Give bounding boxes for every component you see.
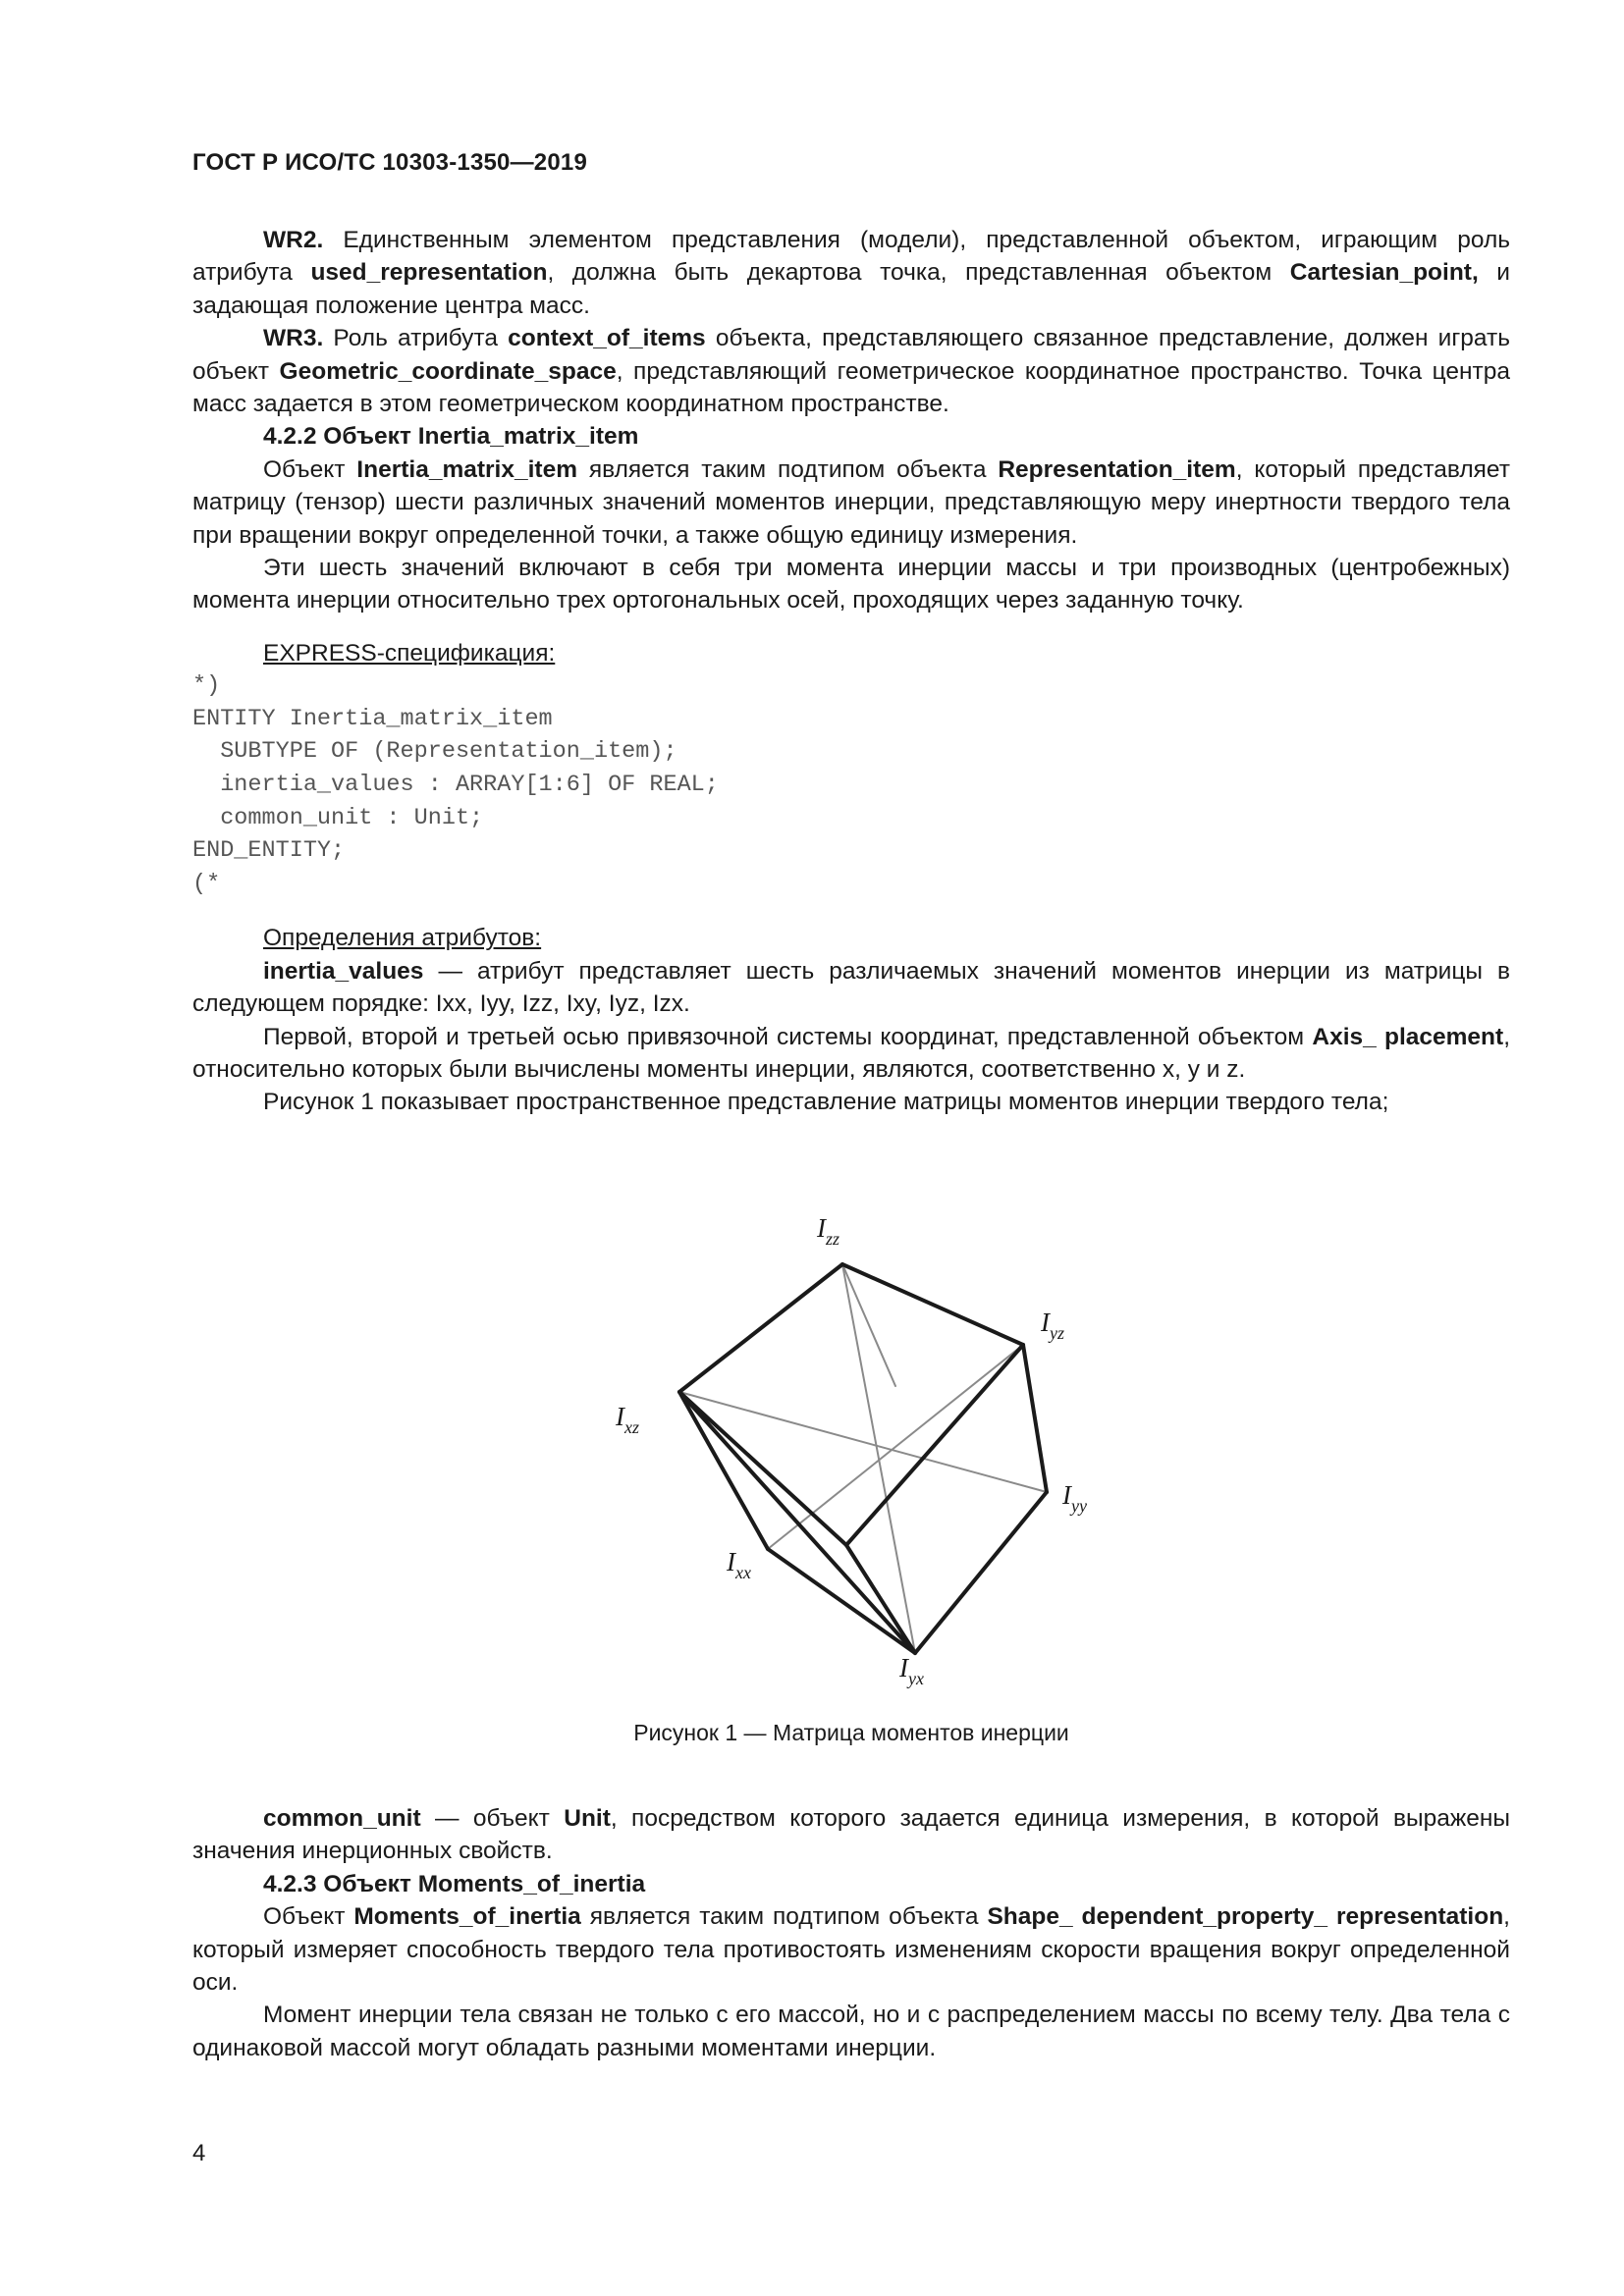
paragraph-axes (192, 1021, 1510, 1087)
paragraph-inertia-values (192, 955, 1510, 1021)
wr2-label: WR2. (263, 227, 324, 253)
express-spec-label-text: EXPRESS-спецификация: (263, 639, 556, 667)
spacer (192, 900, 1510, 922)
label-iyz-main: I (1041, 1308, 1050, 1337)
paragraph-wr2 (192, 224, 1510, 322)
code-line: (* (192, 870, 221, 897)
unit-text-2: , посредством которого задается единица измерения, в которой выражены значения инерционных свойств. (192, 1805, 1510, 1865)
edge-line (842, 1264, 1023, 1345)
label-izz-sub: zz (826, 1229, 840, 1249)
label-ixz (615, 1402, 639, 1437)
wr3-text-3: , представляющий геометрическое координатное пространство. Точка центра масс задается в этом геометрическом координатном пространстве. (192, 357, 1510, 418)
edge-line (679, 1392, 768, 1549)
axis-line (768, 1345, 1023, 1549)
axes-text-1: Первой, второй и третьей осью привязочной системы координат, представленной объектом (263, 1023, 1313, 1050)
document-header: ГОСТ Р ИСО/ТС 10303-1350—2019 (192, 149, 587, 176)
term-common-unit: common_unit (263, 1805, 421, 1832)
label-iyy-sub: yy (1071, 1496, 1087, 1516)
wr3-text-1: Роль атрибута (323, 325, 509, 352)
term-axis-placement: Axis_ placement (1312, 1023, 1504, 1050)
edge-line (679, 1264, 842, 1392)
moments-text-2: является таким подтипом объекта (580, 1903, 988, 1931)
inertia-text-1: Объект (263, 455, 357, 483)
upper-body-text (192, 224, 1510, 1119)
wr2-text-2: , должна быть декартова точка, представленная объектом (547, 259, 1290, 287)
express-spec-label (192, 637, 1510, 669)
code-line: *) (192, 672, 221, 700)
paragraph-moments-of-inertia (192, 1900, 1510, 1999)
label-ixx-main: I (727, 1547, 735, 1576)
label-izz (816, 1213, 839, 1249)
spacer (192, 617, 1510, 637)
wr3-term-context-of-items: context_of_items (508, 325, 706, 352)
term-shape-dependent-property-representation: Shape_ dependent_property_ representation (987, 1903, 1504, 1931)
code-line: common_unit : Unit; (192, 804, 484, 831)
wr3-label: WR3. (263, 325, 324, 352)
edge-line (1023, 1345, 1047, 1492)
paragraph-inertia-matrix-item (192, 454, 1510, 552)
term-moments-of-inertia: Moments_of_inertia (353, 1903, 581, 1931)
label-iyx-main: I (899, 1653, 908, 1682)
attribute-definitions-label (192, 922, 1510, 954)
paragraph-mass-distribution: Момент инерции тела связан не только с его массой, но и с распределением массы по всему телу. Два тела с одинаковой массой могут обладать разными моментами инерции. (192, 2002, 1510, 2061)
figure-caption: Рисунок 1 — Матрица моментов инерции (633, 1720, 1069, 1745)
label-iyy-main: I (1062, 1480, 1071, 1510)
edge-line (679, 1392, 915, 1653)
code-line: SUBTYPE OF (Representation_item); (192, 738, 677, 766)
inertia-text-2: является таким подтипом объекта (576, 455, 999, 483)
inertia-values-text: — атрибут представляет шесть различаемых значений моментов инерции из матрицы в следующем порядке: Ixx, Iyy, Izz, Ixy, Iyz, Izx. (192, 957, 1510, 1018)
section-heading-4-2-3: 4.2.3 Объект Moments_of_inertia (263, 1870, 646, 1897)
label-iyz (1040, 1308, 1064, 1343)
wr2-term-used-representation: used_representation (310, 259, 548, 287)
inertia-term-inertia-matrix-item: Inertia_matrix_item (356, 455, 577, 483)
paragraph-wr3 (192, 322, 1510, 420)
page-number: 4 (192, 2140, 206, 2166)
code-line: ENTITY Inertia_matrix_item (192, 705, 553, 732)
label-ixz-main: I (616, 1402, 624, 1431)
axes-text-2: , относительно которых были вычислены моменты инерции, являются, соответственно x, y и z. (192, 1023, 1510, 1084)
label-iyz-sub: yz (1050, 1323, 1064, 1343)
wr2-text-3: и задающая положение центра масс. (192, 259, 1510, 319)
wr2-term-cartesian-point: Cartesian_point, (1289, 259, 1479, 287)
label-iyx (898, 1653, 924, 1688)
term-inertia-values: inertia_values (263, 957, 424, 985)
label-iyx-sub: yx (908, 1669, 924, 1688)
moments-text-3: , который измеряет способность твердого тела противостоять изменениям скорости вращения вокруг определенной оси. (192, 1903, 1510, 1997)
label-iyy (1061, 1480, 1087, 1516)
paragraph-common-unit (192, 1802, 1510, 1868)
inertia-term-representation-item: Representation_item (998, 455, 1236, 483)
label-ixx (726, 1547, 751, 1582)
figure-edge-lines (679, 1264, 1047, 1653)
unit-text-1: — объект (420, 1805, 565, 1832)
paragraph-figure-reference: Рисунок 1 показывает пространственное представление матрицы моментов инерции твердого тела; (263, 1089, 1389, 1116)
code-line: inertia_values : ARRAY[1:6] OF REAL; (192, 772, 719, 799)
label-ixx-sub: xx (735, 1563, 751, 1582)
label-ixz-sub: xz (624, 1417, 639, 1437)
code-line: END_ENTITY; (192, 837, 346, 865)
express-code-block (192, 669, 1510, 900)
term-unit: Unit (564, 1805, 611, 1832)
edge-line (915, 1492, 1047, 1653)
inertia-text-3: , который представляет матрицу (тензор) шести различных значений моментов инерции, представляющую меру инертности твердого тела при вращении вокруг определенной точки, а также общую единицу измерения. (192, 455, 1510, 549)
wr3-term-geometric-coordinate-space: Geometric_coordinate_space (279, 357, 617, 385)
section-heading-4-2-2: 4.2.2 Объект Inertia_matrix_item (263, 423, 639, 451)
inertia-matrix-figure (589, 1207, 1119, 1718)
edge-line (768, 1549, 915, 1653)
attribute-definitions-label-text: Определения атрибутов: (263, 925, 542, 952)
wr3-text-2: объекта, представляющего связанное представление, должен играть объект (192, 325, 1510, 385)
label-izz-main: I (817, 1213, 826, 1243)
wr2-text-1: Единственным элементом представления (модели), представленной объектом, играющим роль атрибута (192, 227, 1510, 287)
moments-text-1: Объект (263, 1903, 354, 1931)
lower-body-text (192, 1802, 1510, 2064)
paragraph-six-values: Эти шесть значений включают в себя три момента инерции массы и три производных (центробежных) момента инерции относительно трех ортогональных осей, проходящих через заданную точку. (192, 555, 1510, 614)
